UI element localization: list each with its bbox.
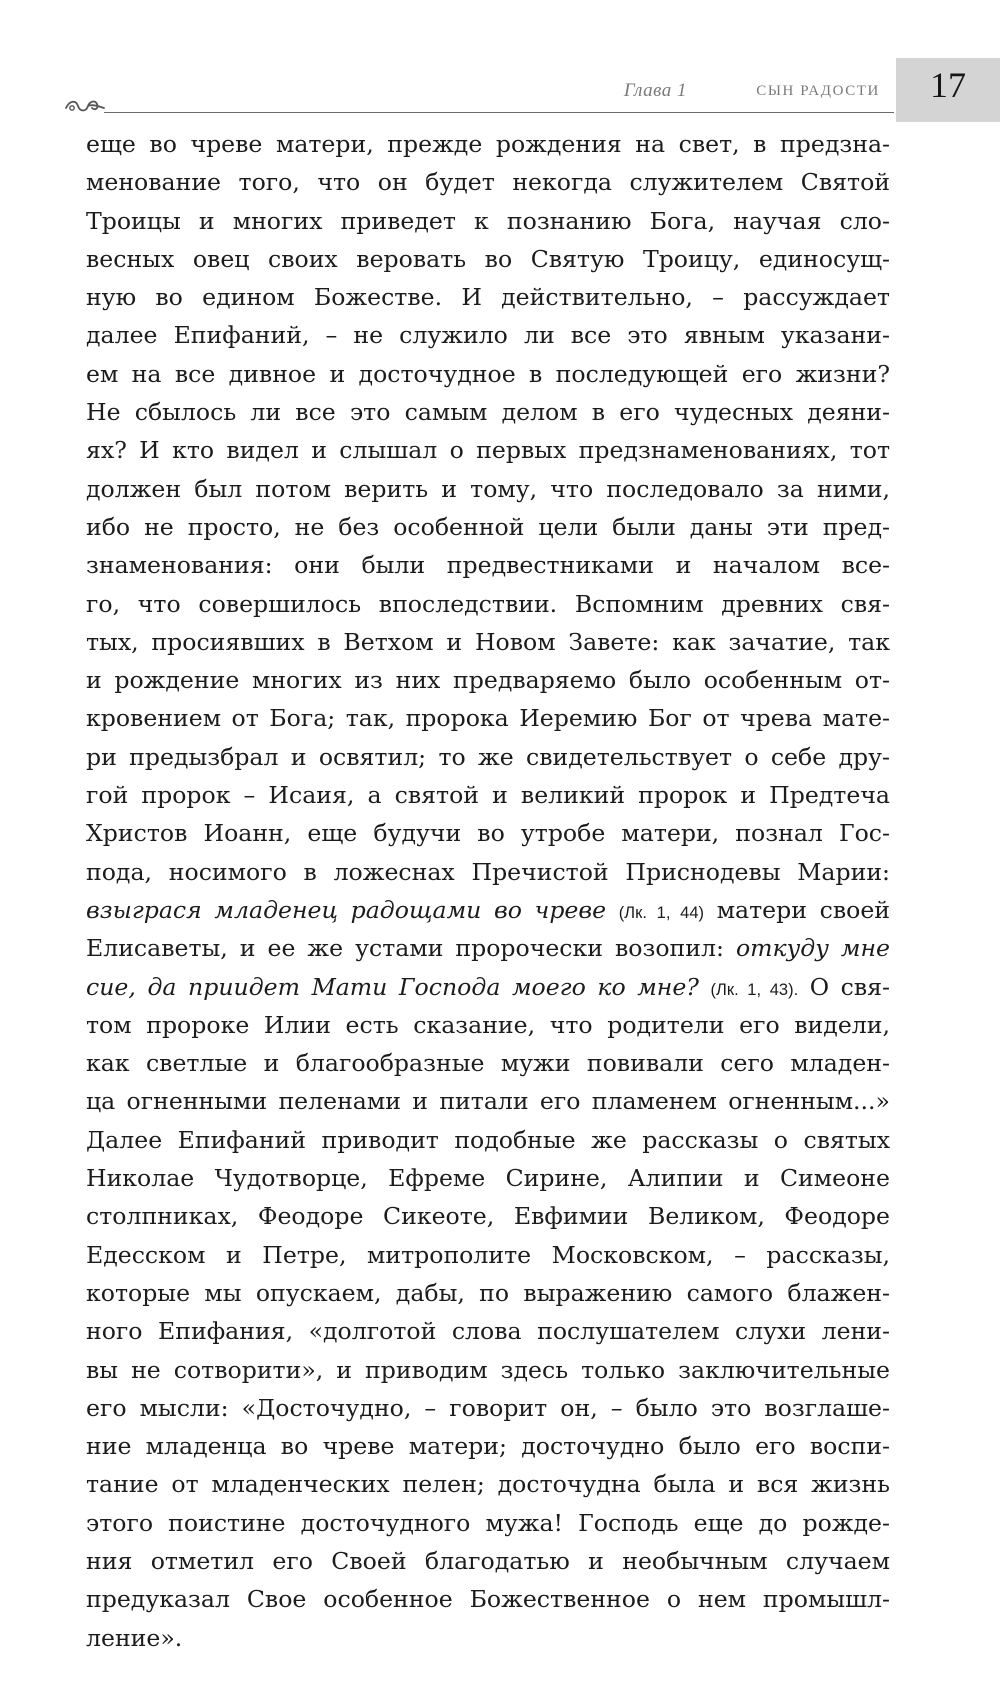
scripture-quote: сие, да приидет Мати Господа моего ко мне? [86, 972, 699, 1001]
text-line: ление». [86, 1623, 183, 1652]
text-line: ния отметил его Своей благодатью и необычным случаем [86, 1546, 890, 1575]
text-line: тание от младенческих пелен; досточудна была и вся жизнь [86, 1470, 890, 1499]
text-line: Троицы и многих приведет к познанию Бога, научая сло- [86, 206, 890, 235]
chapter-label: Глава 1 [623, 80, 687, 101]
text-line: знаменования: они были предвестниками и началом все- [86, 551, 890, 580]
scripture-reference: (Лк. 1, 44) [618, 903, 705, 922]
text-line: предуказал Свое особенное Божественное о нем промышл- [86, 1585, 890, 1614]
text-line: этого поистине досточудного мужа! Господь еще до рожде- [86, 1508, 890, 1537]
running-header [0, 0, 1000, 125]
text-line: которые мы опускаем, дабы, по выражению самого блажен- [86, 1278, 890, 1307]
header-rule [104, 112, 894, 113]
page-number: 17 [930, 65, 966, 105]
text-line: Христов Иоанн, еще будучи во утробе матери, познал Гос- [86, 819, 890, 848]
text-line: ях? И кто видел и слышал о первых предзнаменованиях, тот [86, 436, 890, 465]
text-line: ца огненными пеленами и питали его пламенем огненным...» [86, 1087, 890, 1116]
chapter-title: СЫН РАДОСТИ [756, 83, 880, 99]
text-line: Николае Чудотворце, Ефреме Сирине, Алипии и Симеоне [86, 1164, 890, 1193]
text-line: ного Епифания, «долготой слова послушателем слухи лени- [86, 1317, 890, 1346]
text-line-with-quote [86, 891, 890, 929]
text-line: ибо не просто, не без особенной цели были даны эти пред- [86, 512, 890, 541]
scripture-quote: откуду мне [735, 934, 890, 963]
text-fragment: Елисаветы, и ее же устами пророчески возопил: [86, 934, 724, 963]
text-line-with-quote [86, 968, 890, 1006]
text-line: ри предызбрал и освятил; то же свидетельствует о себе дру- [86, 742, 890, 771]
text-line: Едесском и Петре, митрополите Московском, – рассказы, [86, 1240, 890, 1269]
text-line: го, что совершилось впоследствии. Вспомним древних свя- [86, 589, 890, 618]
text-line: Не сбылось ли все это самым делом в его чудесных деяни- [86, 398, 890, 427]
text-line: Далее Епифаний приводит подобные же рассказы о святых [86, 1125, 890, 1154]
text-fragment: О свя- [809, 972, 890, 1001]
text-line: еще во чреве матери, прежде рождения на свет, в предзна- [86, 130, 890, 158]
text-fragment: матери своей [716, 895, 890, 924]
text-line: том пророке Илии есть сказание, что родители его видели, [86, 1010, 890, 1039]
text-line: весных овец своих веровать во Святую Троицу, единосущ- [86, 244, 890, 273]
text-line: и рождение многих из них предваряемо было особенным от- [86, 666, 890, 695]
text-line: пода, носимого в ложеснах Пречистой Приснодевы Марии: [86, 857, 890, 886]
text-line: ную во едином Божестве. И действительно, – рассуждает [86, 283, 890, 312]
text-line-with-quote [86, 929, 890, 967]
text-line: как светлые и благообразные мужи повивали сего младен- [86, 1049, 890, 1078]
ornament-flourish-icon [64, 94, 106, 116]
text-line: ние младенца во чреве матери; досточудно было его воспи- [86, 1432, 890, 1461]
text-line: кровением от Бога; так, пророка Иеремию Бог от чрева мате- [86, 704, 890, 733]
page-number-tab [896, 58, 1000, 122]
text-line: тых, просиявших в Ветхом и Новом Завете: как зачатие, так [86, 627, 890, 656]
text-line: его мысли: «Досточудно, – говорит он, – было это возглаше- [86, 1393, 890, 1422]
body-text [86, 125, 890, 1657]
scripture-quote: взыграся младенец радощами во чреве [86, 895, 607, 924]
text-line: гой пророк – Исаия, а святой и великий пророк и Предтеча [86, 781, 890, 810]
text-line: вы не сотворити», и приводим здесь только заключительные [86, 1355, 890, 1384]
text-line: ем на все дивное и досточудное в последующей его жизни? [86, 359, 890, 388]
text-line: менование того, что он будет некогда служителем Святой [86, 168, 890, 197]
text-line: должен был потом верить и тому, что последовало за ними, [86, 474, 890, 503]
text-line: далее Епифаний, – не служило ли все это явным указани- [86, 321, 890, 350]
scripture-reference: (Лк. 1, 43). [710, 980, 799, 999]
text-line: столпниках, Феодоре Сикеоте, Евфимии Великом, Феодоре [86, 1202, 890, 1231]
